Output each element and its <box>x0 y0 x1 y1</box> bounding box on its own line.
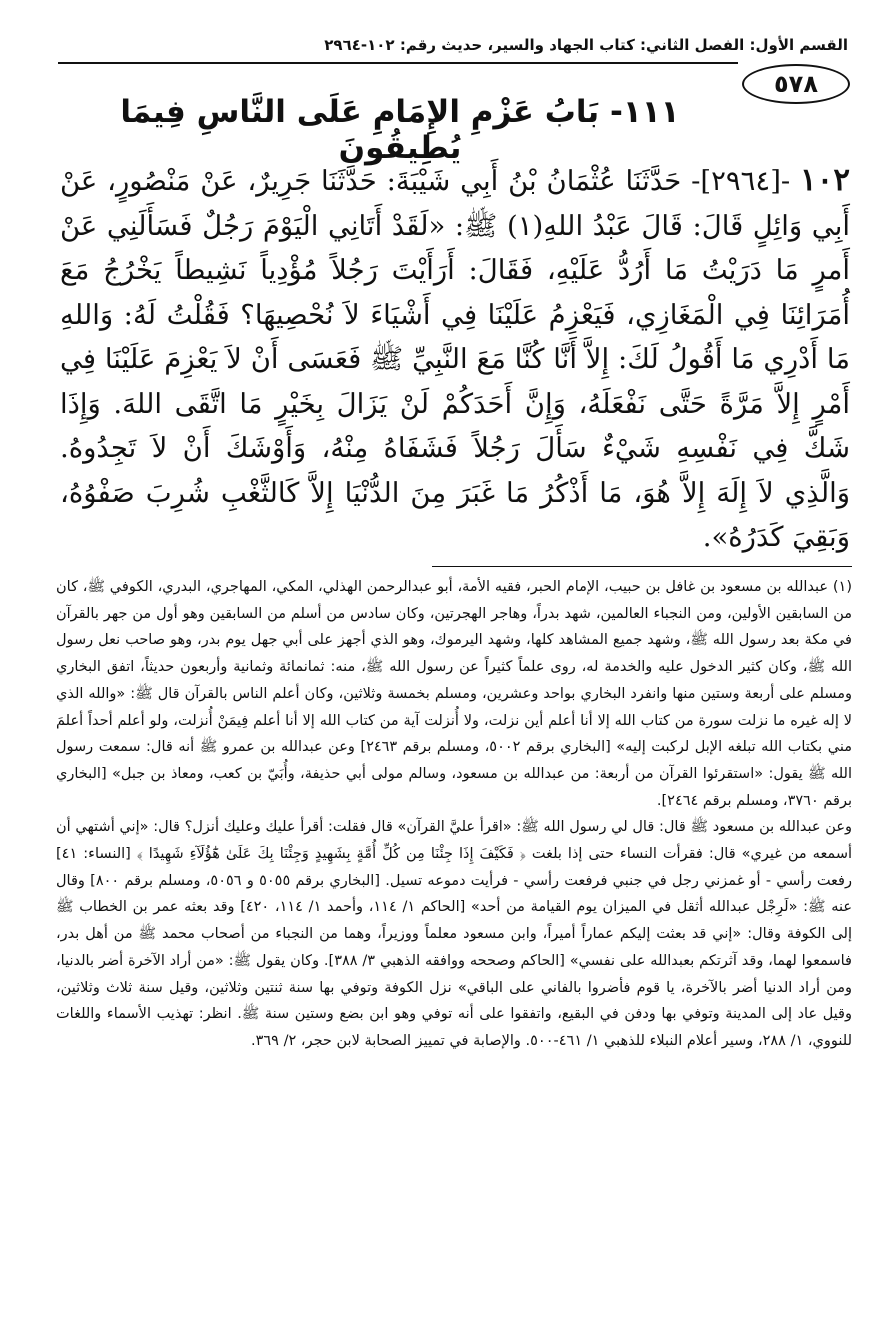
footnote-paragraph-1: (١) عبدالله بن مسعود بن غافل بن حبيب، الإمام الحبر، فقيه الأمة، أبو عبدالرحمن الهذلي، المكي، المهاجري، البدري، الكوفي ﷺ، كان من السابقين الأولين، ومن النجباء العالمين، شهد بدراً، وهاجر الهجرتين، وكان سادس من أسلم من السابقين وهو أول من جهر بالقرآن في مكة بعد رسول الله ﷺ، وشهد جميع المشاهد كلها، وشهد اليرموك، وهو الذي أجهز على أبي جهل يوم بدر، وهو صاحب نعل رسول الله ﷺ، وكان كثير الدخول عليه والخدمة له، روى علماً كثيراً عن رسول الله ﷺ، منه: ثمانمائة وثمانية وأربعون حديثاً، اتفق البخاري ومسلم على أربعة وستين منها وانفرد البخاري بواحد وعشرين، ومسلم بخمسة وثلاثين، وكان أعلم الناس بالقرآن قال ﷺ: «والله الذي لا إله غيره ما نزلت سورة من كتاب الله إلا أنا أعلم أين نزلت، ولا أُنزلت آية من كتاب الله إلا أنا أعلم فِيمَنْ أُنزلت، ولو أعلم أحداً أعلمَ مني بكتاب الله تبلغه الإبل لركبت إليه» [البخاري برقم ٥٠٠٢، ومسلم برقم ٢٤٦٣] وعن عبدالله بن عمرو ﷺ أنه قال: سمعت رسول الله ﷺ يقول: «استقرئوا القرآن من أربعة: من عبدالله بن مسعود، وسالم مولى أبي حذيفة، وأُبَيّ بن كعب، ومعاذ بن جبل» [البخاري برقم ٣٧٦٠، ومسلم برقم ٢٤٦٤]. <box>56 579 852 809</box>
header-divider <box>58 62 738 64</box>
hadith-body: -[٢٩٦٤]- حَدَّثَنَا عُثْمَانُ بْنُ أَبِي شَيْبَةَ: حَدَّثَنَا جَرِيرٌ، عَنْ مَنْصُورٍ، عَنْ أَبِي وَائِلٍ قَالَ: قَالَ عَبْدُ اللهِ(١) ﷺ: «لَقَدْ أَتَانِي الْيَوْمَ رَجُلٌ فَسَأَلَنِي عَنْ أَمرٍ مَا دَرَيْتُ مَا أَرُدُّ عَلَيْهِ، فَقَالَ: أَرَأَيْتَ رَجُلاً مُؤْدِياً نَشِيطاً يَخْرُجُ مَعَ أُمَرَائِنَا فِي الْمَغَازِي، فَيَعْزِمُ عَلَيْنَا فِي أَشْيَاءَ لاَ نُحْصِيهَا؟ فَقُلْتُ لَهُ: وَاللهِ مَا أَدْرِي مَا أَقُولُ لَكَ: إِلاَّ أَنَّا كُنَّا مَعَ النَّبِيِّ ﷺ فَعَسَى أَنْ لاَ يَعْزِمَ عَلَيْنَا فِي أَمْرٍ إِلاَّ مَرَّةً حَتَّى نَفْعَلَهُ، وَإِنَّ أَحَدَكُمْ لَنْ يَزَالَ بِخَيْرٍ مَا اتَّقَى اللهَ. وَإِذَا شَكَّ فِي نَفْسِهِ شَيْءٌ سَأَلَ رَجُلاً فَشَفَاهُ مِنْهُ، وَأَوْشَكَ أَنْ لاَ تَجِدُوهُ. وَالَّذِي لاَ إِلَهَ إِلاَّ هُوَ، مَا أَذْكُرُ مَا غَبَرَ مِنَ الدُّنْيَا إِلاَّ كَالثَّغْبِ شُرِبَ صَفْوُهُ، وَبَقِيَ كَدَرُهُ». <box>60 165 850 553</box>
page-number: ٥٧٨ <box>742 64 850 104</box>
hadith-text-block <box>60 158 850 560</box>
footnote-block <box>56 574 852 1055</box>
footnote-divider <box>432 566 852 567</box>
running-header: القسم الأول: الفصل الثاني: كتاب الجهاد والسير، حديث رقم: ١٠٢-٢٩٦٤ <box>324 36 848 54</box>
footnote-paragraph-2: وعن عبدالله بن مسعود ﷺ قال: قال لي رسول الله ﷺ: «اقرأ عليَّ القرآن» قال فقلت: أقرأ عليك وعليك أنزل؟ قال: «إني أشتهي أن أسمعه من غيري» قال: فقرأت النساء حتى إذا بلغت ﴿ فَكَيْفَ إِذَا جِئْنَا مِن كُلِّ أُمَّةٍ بِشَهِيدٍ وَجِئْنَا بِكَ عَلَىٰ هَٰٓؤُلَآءِ شَهِيدًا ﴾ [النساء: ٤١] رفعت رأسي - أو غمزني رجل في جنبي فرفعت رأسي - فرأيت دموعه تسيل. [البخاري برقم ٥٠٥٥ و ٥٠٥٦، ومسلم برقم ٨٠٠] وقال عنه ﷺ: «لَرِجْل عبدالله أثقل في الميزان يوم القيامة من أحد» [الحاكم ١/ ١١٤، وأحمد ١/ ١١٤، ٤٢٠] وقد بعثه عمر بن الخطاب ﷺ إلى الكوفة وقال: «إني قد بعثت إليكم عماراً أميراً، وابن مسعود معلماً ووزيراً، وهما من النجباء من أصحاب محمد ﷺ من أهل بدر، فاسمعوا لهما، وقد آثرتكم بعبدالله على نفسي» [الحاكم وصححه ووافقه الذهبي ٣/ ٣٨٨]. وكان يقول ﷺ: «من أراد الآخرة أضر بالدنيا، ومن أراد الدنيا أضر بالآخرة، يا قوم فأضروا بالفاني على الباقي» نزل الكوفة وتوفي بها سنة ثنتين وثلاثين، وقيل سنة ثلاث وثلاثين، وقيل عاد إلى المدينة وتوفي بها ودفن في البقيع، واتفقوا على أنه توفي وهو ابن بضع وستين سنة ﷺ. انظر: تهذيب الأسماء واللغات للنووي، ١/ ٢٨٨، وسير أعلام النبلاء للذهبي ١/ ٤٦١-٥٠٠. والإصابة في تمييز الصحابة لابن حجر، ٢/ ٣٦٩. <box>56 819 853 1049</box>
chapter-title: ١١١- بَابُ عَزْمِ الإِمَامِ عَلَى النَّاسِ فِيمَا يُطِيقُونَ <box>120 94 680 166</box>
hadith-number: ١٠٢ <box>800 162 850 198</box>
